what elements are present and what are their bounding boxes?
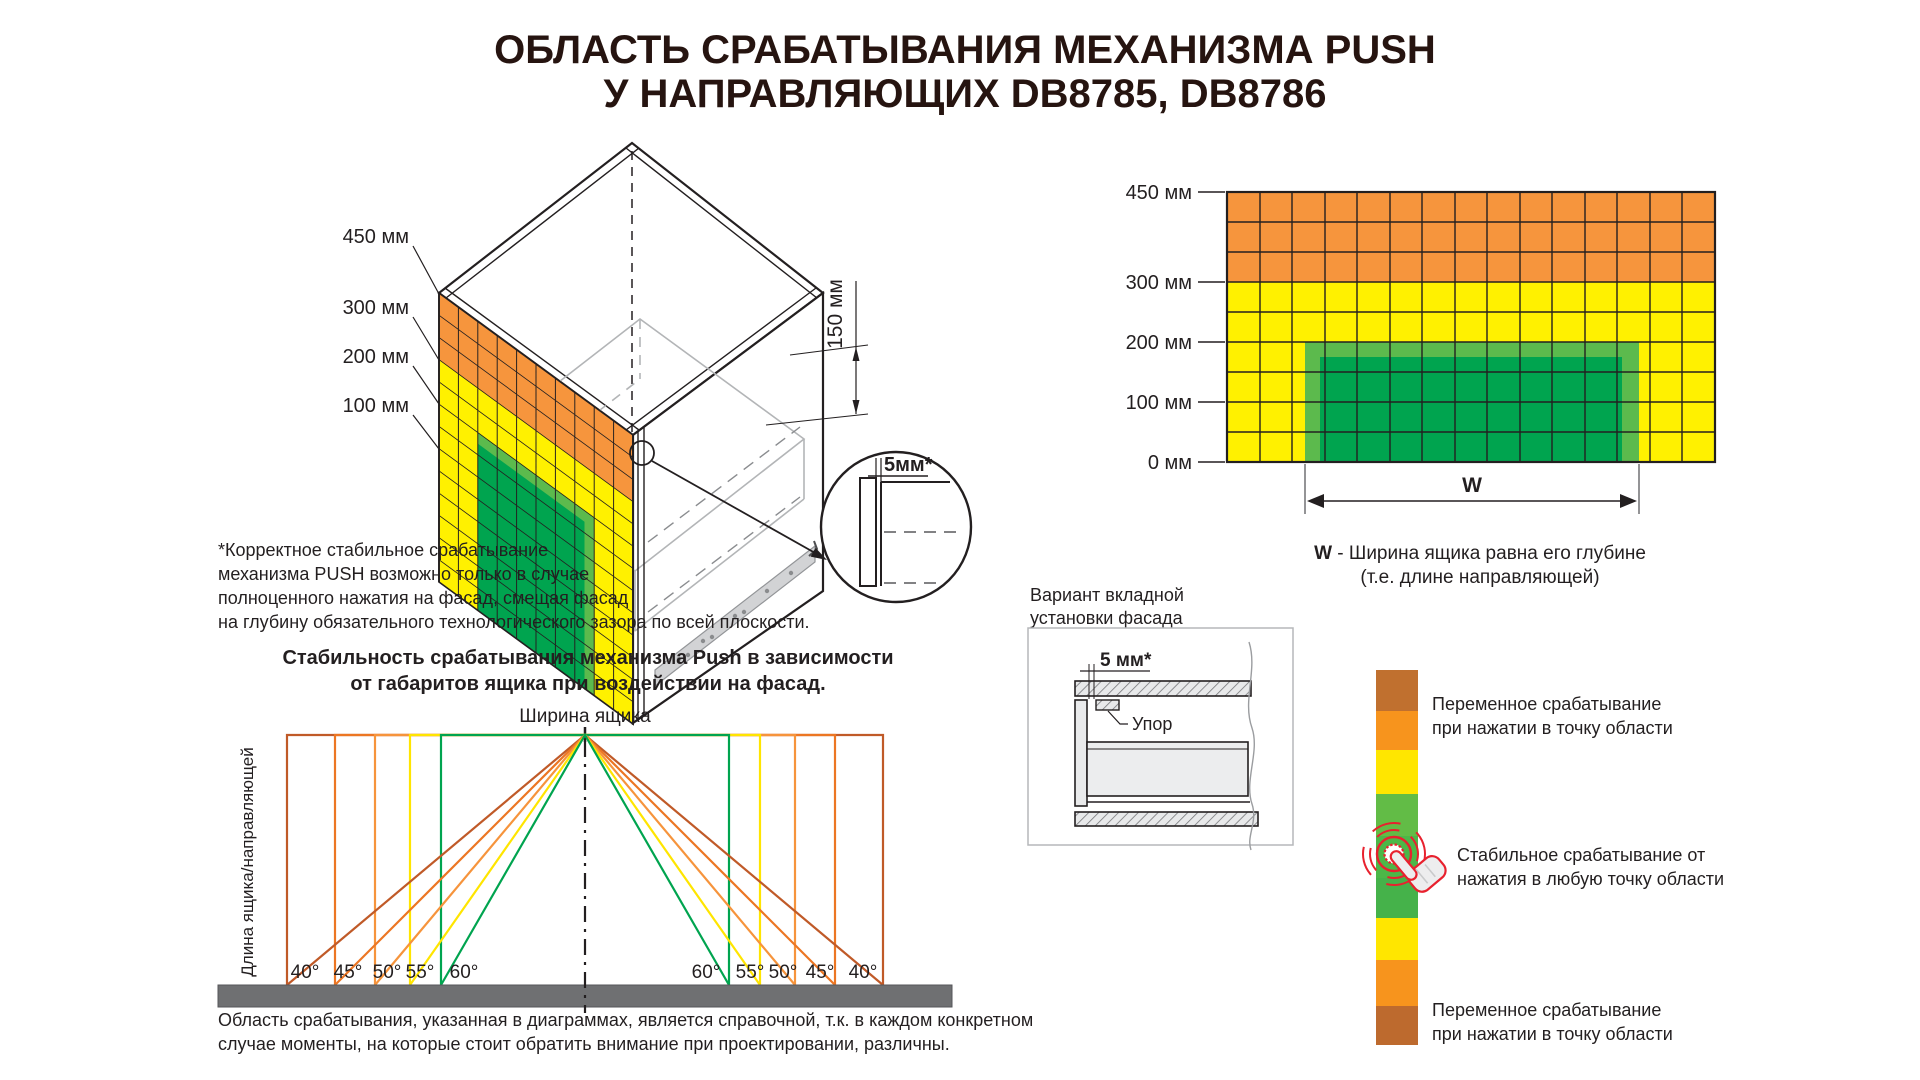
inset-gap-label: 5 мм*: [1100, 650, 1152, 671]
inset-heading-1: Вариант вкладной: [1030, 585, 1184, 605]
legend-seg-darkorange-top: [1376, 670, 1418, 711]
w-caption-line-1: [1314, 543, 1646, 564]
legend-seg-yellow-bottom: [1376, 918, 1418, 960]
title-line-1: ОБЛАСТЬ СРАБАТЫВАНИЯ МЕХАНИЗМА PUSH: [494, 28, 1436, 72]
angle-l-40: 40°: [290, 962, 320, 983]
legend-bottom-line-2: при нажатии в точку области: [1432, 1024, 1673, 1044]
label-200mm: 200 мм: [342, 346, 409, 368]
grid-label-200: 200 мм: [1125, 332, 1192, 354]
fan-caption-line-1: Область срабатывания, указанная в диаграммах, является справочной, т.к. в каждом конкретном: [218, 1010, 1034, 1030]
legend-seg-yellow-top: [1376, 750, 1418, 794]
legend-middle-line-2: нажатия в любую точку области: [1457, 869, 1725, 889]
footnote-line-1: *Корректное стабильное срабатывание: [218, 540, 549, 560]
grid-label-300: 300 мм: [1125, 272, 1192, 294]
page-title: [494, 28, 1436, 116]
w-caption-bold: W: [1314, 543, 1333, 564]
legend-top-line-1: Переменное срабатывание: [1432, 694, 1662, 714]
angle-l-45: 45°: [333, 962, 363, 983]
legend-top-line-2: при нажатии в точку области: [1432, 718, 1673, 738]
inset-facade-board: [1075, 700, 1087, 806]
fan-title-line-2: от габаритов ящика при воздействии на фасад.: [350, 673, 826, 695]
fan-caption-line-2: случае моменты, на которые стоит обратить внимание при проектировании, различны.: [218, 1034, 950, 1054]
legend-seg-darkorange-bottom: [1376, 1006, 1418, 1045]
w-label: W: [1462, 474, 1482, 497]
legend-seg-orange-bottom: [1376, 960, 1418, 1006]
detail-circle-5mm: [821, 452, 971, 602]
label-100mm: 100 мм: [342, 395, 409, 417]
angle-l-60: 60°: [449, 962, 479, 983]
inset-stop-block: [1096, 700, 1119, 710]
inset-bottom-panel: [1075, 812, 1258, 826]
label-450mm: 450 мм: [342, 226, 409, 248]
footnote-line-2: механизма PUSH возможно только в случае: [218, 564, 590, 584]
detail-gap-label: 5мм*: [884, 454, 933, 476]
title-line-2: У НАПРАВЛЯЮЩИХ DB8785, DB8786: [603, 72, 1327, 116]
inset-drawer-body: [1087, 742, 1248, 796]
angle-l-50: 50°: [372, 962, 402, 983]
w-caption-rest: - Ширина ящика равна его глубине: [1332, 543, 1646, 564]
grid-darkgreen-zone: [1320, 357, 1622, 462]
angle-r-55: 55°: [735, 962, 765, 983]
grid-label-0: 0 мм: [1147, 452, 1192, 474]
detail-facade-board: [860, 478, 876, 586]
angle-r-45: 45°: [805, 962, 835, 983]
fan-side-label: Длина ящика/направляющей: [238, 747, 257, 977]
dim-150-label: 150 мм: [824, 279, 847, 349]
angle-r-40: 40°: [848, 962, 878, 983]
angle-l-55: 55°: [405, 962, 435, 983]
footnote-line-3: полноценного нажатия на фасад, смещая фасад: [218, 588, 629, 608]
inset-stop-label: Упор: [1132, 714, 1173, 734]
inset-top-panel: [1075, 681, 1251, 696]
legend-bottom-line-1: Переменное срабатывание: [1432, 1000, 1662, 1020]
grid-label-100: 100 мм: [1125, 392, 1192, 414]
angle-r-60: 60°: [691, 962, 721, 983]
grid-orange-zone: [1227, 192, 1715, 282]
w-caption-line-2: (т.е. длине направляющей): [1360, 567, 1600, 588]
grid-label-450: 450 мм: [1125, 182, 1192, 204]
fan-top-label: Ширина ящика: [519, 706, 651, 727]
label-300mm: 300 мм: [342, 297, 409, 319]
legend-middle-line-1: Стабильное срабатывание от: [1457, 845, 1706, 865]
legend-seg-orange-top: [1376, 711, 1418, 750]
fan-title-line-1: Стабильность срабатывания механизма Push в зависимости: [282, 647, 894, 669]
inset-heading-2: установки фасада: [1030, 608, 1183, 628]
angle-r-50: 50°: [768, 962, 798, 983]
footnote-line-4: на глубину обязательного технологического зазора по всей плоскости.: [218, 612, 810, 632]
